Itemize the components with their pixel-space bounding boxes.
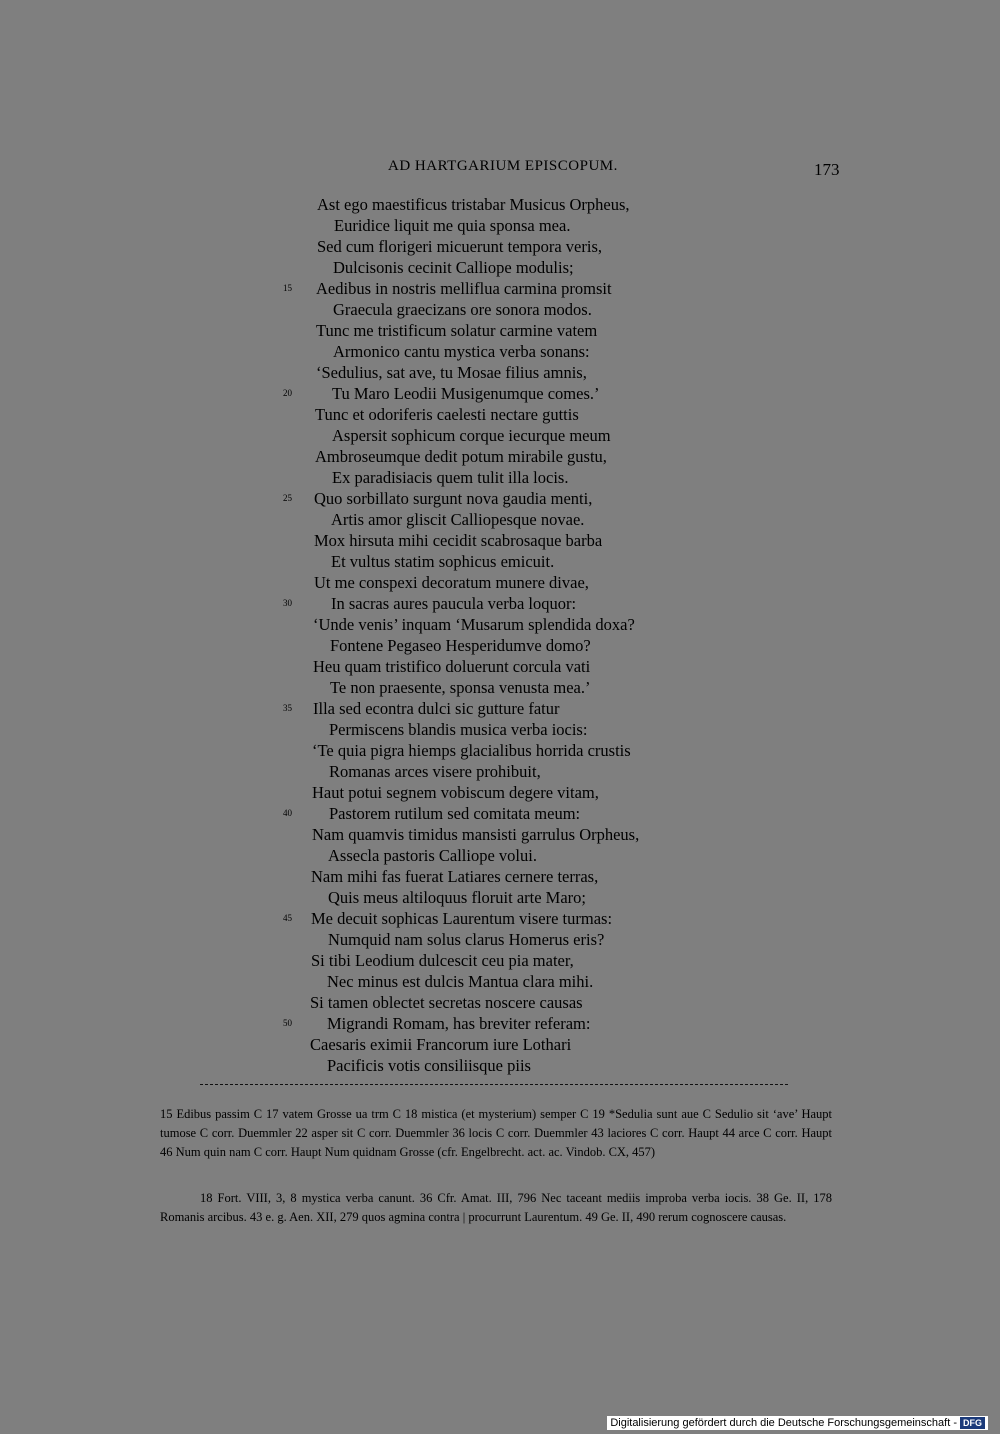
verse-line: Pastorem rutilum sed comitata meum:	[329, 804, 581, 823]
line-number: 40	[283, 808, 292, 818]
verse-line: Sed cum florigeri micuerunt tempora veris,	[317, 237, 602, 256]
verse-line: Caesaris eximii Francorum iure Lothari	[310, 1035, 572, 1054]
verse-line: Illa sed econtra dulci sic gutture fatur	[313, 699, 560, 718]
verse-line: Heu quam tristifico doluerunt corcula vati	[313, 657, 591, 676]
critical-apparatus	[160, 1105, 832, 1162]
verse-line: Tu Maro Leodii Musigenumque comes.’	[332, 384, 600, 403]
verse-line: Quis meus altiloquus floruit arte Maro;	[328, 888, 586, 907]
verse-line: Te non praesente, sponsa venusta mea.’	[330, 678, 591, 697]
verse-line: Ast ego maestificus tristabar Musicus Orpheus,	[317, 195, 630, 214]
verse-line: Fontene Pegaseo Hesperidumve domo?	[330, 636, 591, 655]
dfg-logo: DFG	[960, 1417, 985, 1429]
verse-line: Armonico cantu mystica verba sonans:	[333, 342, 590, 361]
page-number: 173	[814, 160, 840, 179]
line-number: 25	[283, 493, 292, 503]
verse-line: Aedibus in nostris melliflua carmina promsit	[316, 279, 612, 298]
verse-line: Ambroseumque dedit potum mirabile gustu,	[315, 447, 607, 466]
verse-line: Permiscens blandis musica verba iocis:	[329, 720, 588, 739]
verse-line: Et vultus statim sophicus emicuit.	[331, 552, 555, 571]
header-title: AD HARTGARIUM EPISCOPUM.	[388, 158, 618, 174]
source-apparatus	[160, 1189, 832, 1227]
verse-line: Romanas arces visere prohibuit,	[329, 762, 541, 781]
verse-line: Euridice liquit me quia sponsa mea.	[334, 216, 571, 235]
verse-line: Tunc me tristificum solatur carmine vatem	[316, 321, 598, 340]
verse-line: Si tamen oblectet secretas noscere causas	[310, 993, 583, 1012]
line-number: 45	[283, 913, 292, 923]
verse-line: Graecula graecizans ore sonora modos.	[333, 300, 592, 319]
verse-line: Artis amor gliscit Calliopesque novae.	[331, 510, 585, 529]
critical-apparatus-text: 15 Edibus passim C 17 vatem Grosse ua trm C 18 mistica (et mysterium) semper C 19 *Sedulia sunt aue C Sedulio sit ‘ave’ Haupt tumose C corr. Duemmler 22 asper sit C corr. Duemmler 36 locis C corr. Duemmler 43 laciores C corr. Haupt 44 arce C corr. Haupt 46 Num quin nam C corr. Haupt Num quidnam Grosse (cfr. Engelbrecht. act. ac. Vindob. CX, 457)	[160, 1107, 832, 1159]
line-number: 35	[283, 703, 292, 713]
dfg-credit-text: Digitalisierung gefördert durch die Deutsche Forschungsgemeinschaft -	[610, 1417, 957, 1429]
verse-line: Nec minus est dulcis Mantua clara mihi.	[327, 972, 594, 991]
line-number: 30	[283, 598, 292, 608]
verse-line: Me decuit sophicas Laurentum visere turmas:	[311, 909, 613, 928]
verse-line: Pacificis votis consiliisque piis	[327, 1056, 531, 1075]
verse-line: Quo sorbillato surgunt nova gaudia menti,	[314, 489, 593, 508]
verse-line: Aspersit sophicum corque iecurque meum	[332, 426, 611, 445]
dfg-credit-link[interactable]	[607, 1416, 988, 1430]
verse-line: In sacras aures paucula verba loquor:	[331, 594, 577, 613]
verse-line: Dulcisonis cecinit Calliope modulis;	[333, 258, 574, 277]
verse-line: ‘Unde venis’ inquam ‘Musarum splendida doxa?	[313, 615, 635, 634]
verse-line: Si tibi Leodium dulcescit ceu pia mater,	[311, 951, 574, 970]
source-apparatus-text: 18 Fort. VIII, 3, 8 mystica verba canunt. 36 Cfr. Amat. III, 796 Nec taceant mediis improba verba iocis. 38 Ge. II, 178 Romanis arcibus. 43 e. g. Aen. XII, 279 quos agmina contra | procurrunt Laurentum. 49 Ge. II, 490 rerum cognoscere causas.	[160, 1191, 832, 1224]
verse-line: Haut potui segnem vobiscum degere vitam,	[312, 783, 599, 802]
verse-line: ‘Te quia pigra hiemps glacialibus horrida crustis	[312, 741, 631, 760]
line-number: 15	[283, 283, 292, 293]
verse-line: Tunc et odoriferis caelesti nectare guttis	[315, 405, 579, 424]
verse-line: Ut me conspexi decoratum munere divae,	[314, 573, 589, 592]
verse-line: Nam mihi fas fuerat Latiares cernere terras,	[311, 867, 599, 886]
verse-line: Nam quamvis timidus mansisti garrulus Orpheus,	[312, 825, 640, 844]
footnote-separator	[200, 1084, 788, 1085]
verse-line: ‘Sedulius, sat ave, tu Mosae filius amnis,	[316, 363, 587, 382]
line-number: 20	[283, 388, 292, 398]
verse-line: Numquid nam solus clarus Homerus eris?	[328, 930, 605, 949]
verse-line: Ex paradisiacis quem tulit illa locis.	[332, 468, 569, 487]
verse-line: Mox hirsuta mihi cecidit scabrosaque barba	[314, 531, 603, 550]
line-number: 50	[283, 1018, 292, 1028]
verse-line: Assecla pastoris Calliope volui.	[328, 846, 537, 865]
verse-line: Migrandi Romam, has breviter referam:	[327, 1014, 591, 1033]
